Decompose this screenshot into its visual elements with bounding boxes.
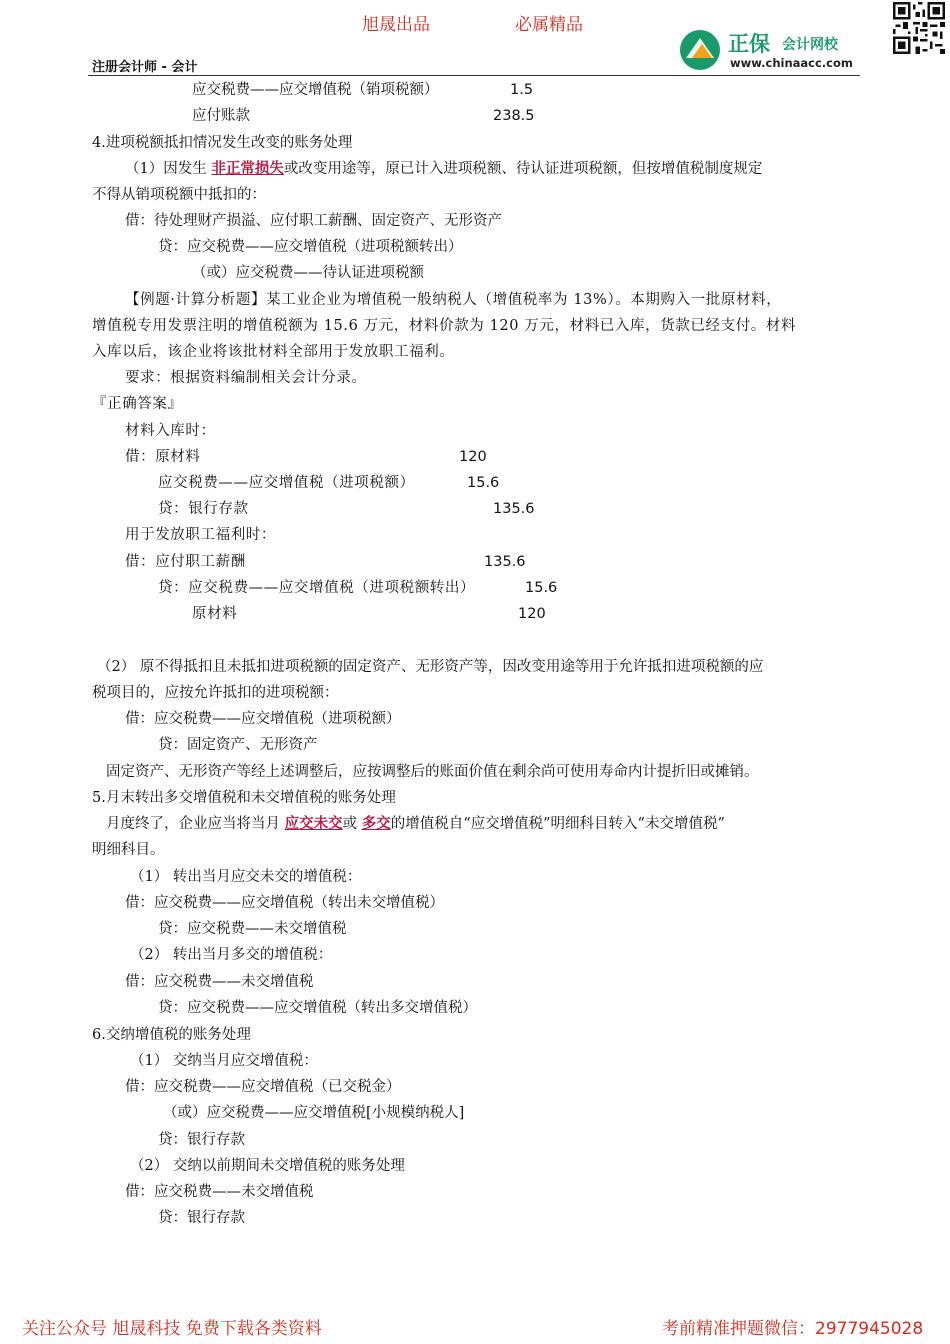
debit-line: 借：应付职工薪酬 <box>125 554 246 570</box>
paragraph-cont: 明细科目。 <box>92 842 165 858</box>
credit-line-alt: （或）应交税费——待认证进项税额 <box>192 265 424 281</box>
example-text: 增值税专用发票注明的增值税额为 15.6 万元，材料价款为 120 万元，材料已入库，货款已经支付。材料 <box>92 318 797 334</box>
debit-line: 借：应交税费——未交增值税 <box>125 1184 314 1200</box>
qr-code-icon <box>893 2 945 54</box>
debit-line: 借：原材料 <box>125 449 201 465</box>
entry-amount: 15.6 <box>467 475 500 491</box>
footer-right: 考前精准押题微信：2977945028 <box>662 1319 924 1339</box>
debit-line: 借：待处理财产损溢、应付职工薪酬、固定资产、无形资产 <box>125 213 502 229</box>
entry-amount: 135.6 <box>484 554 526 570</box>
section-title: 4.进项税额抵扣情况发生改变的账务处理 <box>92 135 353 151</box>
debit-line: 借：应交税费——未交增值税 <box>125 974 314 990</box>
answer-step: 用于发放职工福利时： <box>125 527 276 543</box>
logo-tagline: 会计网校 <box>782 37 838 53</box>
link-overpaid[interactable]: 多交 <box>361 815 391 832</box>
entry-amount: 15.6 <box>525 580 558 596</box>
debit-line: 借：应交税费——应交增值税（已交税金） <box>125 1079 401 1095</box>
credit-line: 贷：应交税费——应交增值税（进项税额转出） <box>158 239 463 255</box>
section-title: 6.交纳增值税的账务处理 <box>92 1027 251 1043</box>
debit-line: 借：应交税费——应交增值税（进项税额） <box>125 711 401 727</box>
example-requirement: 要求：根据资料编制相关会计分录。 <box>125 370 367 386</box>
answer-title: 『正确答案』 <box>92 396 183 412</box>
footer-left: 关注公众号 旭晟科技 免费下载各类资料 <box>22 1319 322 1339</box>
credit-line: 贷：银行存款 <box>158 1132 245 1148</box>
entry-line: 应交税费——应交增值税（销项税额） <box>192 82 439 98</box>
logo-emblem-icon <box>678 28 722 72</box>
section-title: 5.月末转出多交增值税和未交增值税的账务处理 <box>92 790 396 806</box>
entry-line: 应付账款 <box>192 108 250 124</box>
brand-right: 必属精品 <box>515 15 583 35</box>
subsection: （2） 交纳以前期间未交增值税的账务处理 <box>130 1158 405 1174</box>
entry-amount: 238.5 <box>493 108 535 124</box>
credit-line: 贷：银行存款 <box>158 501 249 517</box>
credit-line: 贷：应交税费——应交增值税（进项税额转出） <box>158 580 476 596</box>
paragraph: 月度终了，企业应当将当月 应交未交或 多交的增值税自“应交增值税”明细科目转入“未交增值税” <box>106 815 725 832</box>
debit-line-alt: （或）应交税费——应交增值税[小规模纳税人] <box>163 1105 465 1121</box>
header-divider <box>88 75 860 76</box>
credit-line: 贷：应交税费——应交增值税（转出多交增值税） <box>158 1000 477 1016</box>
subject-title: 注册会计师 - 会计 <box>92 60 198 75</box>
credit-line: 原材料 <box>192 606 238 622</box>
example-text: 入库以后，该企业将该批材料全部用于发放职工福利。 <box>92 344 455 360</box>
logo-name: 正保 <box>728 32 770 56</box>
link-abnormal-loss[interactable]: 非正常损失 <box>211 160 284 177</box>
credit-line: 贷：应交税费——未交增值税 <box>158 921 347 937</box>
debit-line: 借：应交税费——应交增值税（转出未交增值税） <box>125 895 444 911</box>
entry-amount: 135.6 <box>493 501 535 517</box>
debit-line: 应交税费——应交增值税（进项税额） <box>158 475 415 491</box>
paragraph-cont: 不得从销项税额中抵扣的： <box>92 187 266 203</box>
entry-amount: 1.5 <box>510 82 534 98</box>
credit-line: 贷：固定资产、无形资产 <box>158 737 318 753</box>
brand-left: 旭晟出品 <box>362 15 430 35</box>
credit-line: 贷：银行存款 <box>158 1210 245 1226</box>
paragraph-note: 固定资产、无形资产等经上述调整后，应按调整后的账面价值在剩余尚可使用寿命内计提折旧或摊销。 <box>106 764 759 780</box>
subsection: （2） 转出当月多交的增值税： <box>130 947 333 963</box>
subsection: （1） 交纳当月应交增值税： <box>130 1053 318 1069</box>
chinaacc-logo <box>678 28 860 72</box>
paragraph: （2） 原不得抵扣且未抵扣进项税额的固定资产、无形资产等，因改变用途等用于允许抵扣进项税额的应 <box>97 659 764 675</box>
entry-amount: 120 <box>518 606 546 622</box>
entry-amount: 120 <box>459 449 487 465</box>
subsection: （1） 转出当月应交未交的增值税： <box>130 869 362 885</box>
example-text: 【例题·计算分析题】某工业企业为增值税一般纳税人（增值税率为 13%）。本期购入一批原材料， <box>125 292 782 308</box>
link-payable-unpaid[interactable]: 应交未交 <box>284 815 343 832</box>
logo-url: www.chinaacc.com <box>730 56 853 70</box>
paragraph: （1）因发生 非正常损失或改变用途等，原已计入进项税额、待认证进项税额，但按增值税制度规定 <box>125 160 763 177</box>
paragraph-cont: 税项目的，应按允许抵扣的进项税额： <box>92 685 339 701</box>
answer-step: 材料入库时： <box>125 423 216 439</box>
